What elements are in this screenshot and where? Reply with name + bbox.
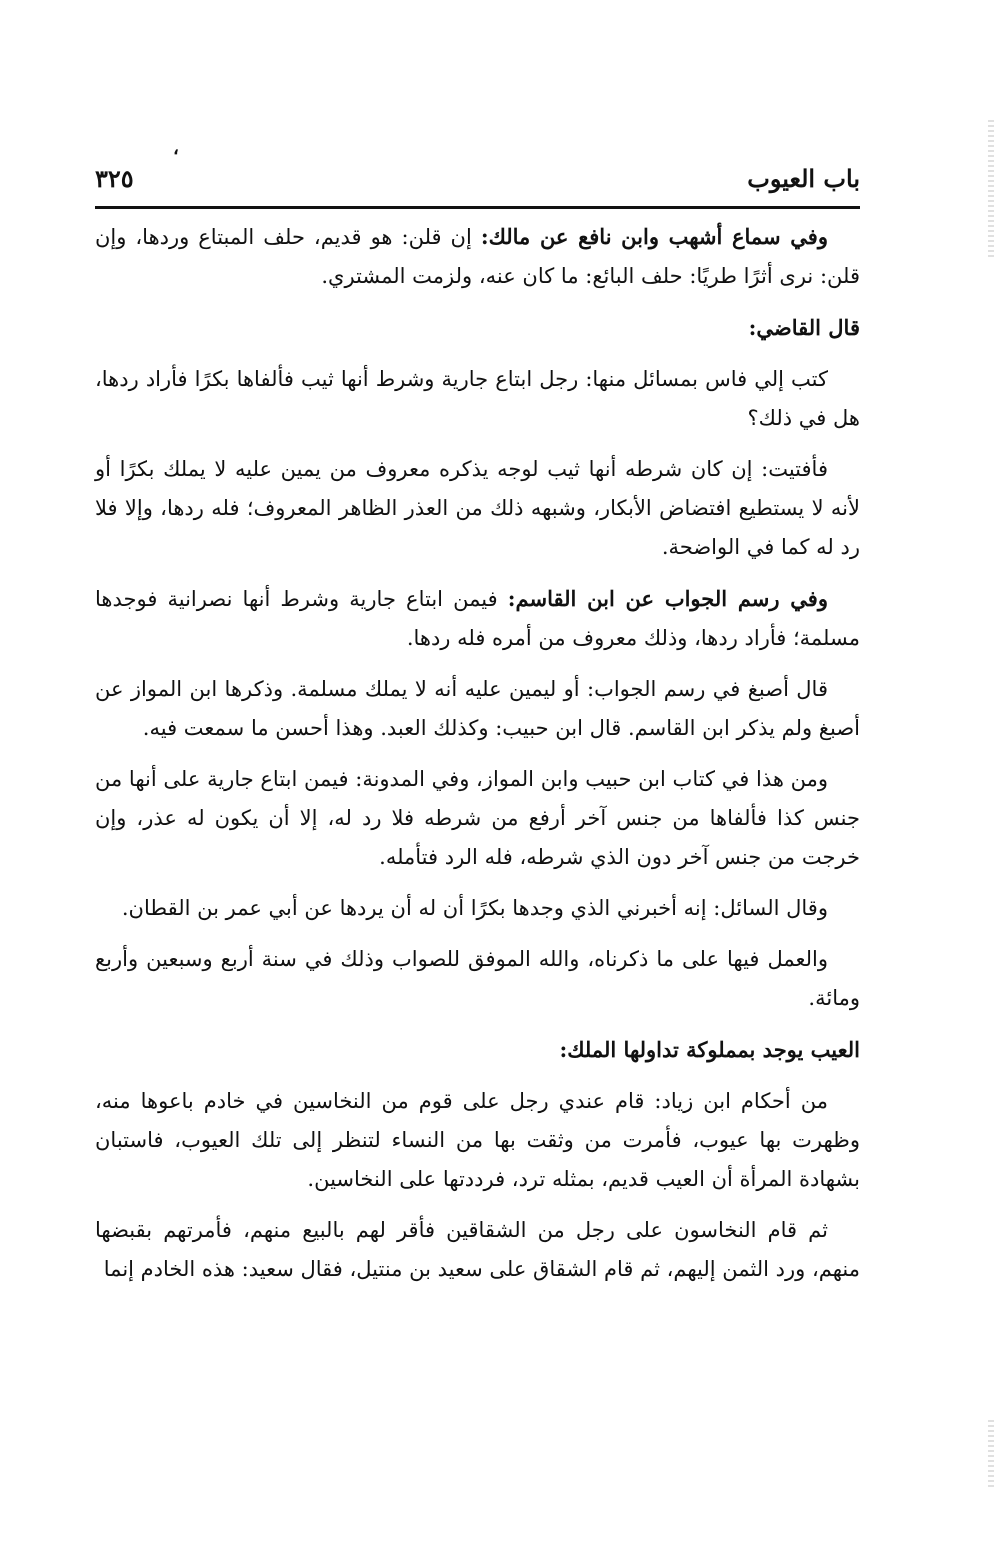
paragraph-lead: وفي رسم الجواب عن ابن القاسم:	[507, 586, 828, 611]
section-heading: قال القاضي:	[748, 315, 860, 340]
page-body	[95, 209, 860, 1289]
paragraph	[95, 760, 860, 877]
paragraph-text: كتب إلي فاس بمسائل منها: رجل ابتاع جارية وشرط أنها ثيب فألفاها بكرًا فأراد ردها، هل في ذلك؟	[95, 367, 860, 430]
running-header	[95, 138, 860, 209]
paragraph	[95, 579, 860, 658]
paragraph-text: ومن هذا في كتاب ابن حبيب وابن المواز، وفي المدونة: فيمن ابتاع جارية على أنها من جنس كذا فألفاها من جنس آخر أرفع من شرطه فلا رد له، إلا أن يكون له عذر، وإن خرجت من جنس آخر دون الذي شرطه، فله الرد فتأمله.	[95, 767, 860, 869]
paragraph	[95, 940, 860, 1018]
page-number: ٣٢٥	[95, 164, 134, 193]
paragraph-text: فيمن ابتاع جارية وشرط أنها نصرانية فوجدها مسلمة؛ فأراد ردها، وذلك معروف من أمره فله ردها.	[95, 587, 860, 650]
header-mark: ،	[173, 138, 179, 159]
scan-edge-mark-bottom	[988, 1420, 994, 1490]
paragraph-text: من أحكام ابن زياد: قام عندي رجل على قوم من النخاسين في خادم باعوها منه، وظهرت بها عيوب، فأمرت من وثقت بها من النساء لتنظر إلى تلك العيوب، فاستبان بشهادة المرأة أن العيب قديم، بمثله ترد، فرددتها على النخاسين.	[95, 1089, 860, 1191]
paragraph	[95, 450, 860, 567]
paragraph-text: والعمل فيها على ما ذكرناه، والله الموفق للصواب وذلك في سنة أربع وسبعين وأربع ومائة.	[95, 947, 860, 1010]
scan-edge-mark	[988, 120, 994, 260]
paragraph-text: إن قلن: هو قديم، حلف المبتاع وردها، وإن قلن: نرى أثرًا طريًا: حلف البائع: ما كان عنه، ولزمت المشتري.	[95, 225, 860, 288]
paragraph	[95, 1211, 860, 1289]
paragraph-text: قال أصبغ في رسم الجواب: أو ليمين عليه أنه لا يملك مسلمة. وذكرها ابن المواز عن أصبغ ولم يذكر ابن القاسم. قال ابن حبيب: وكذلك العبد. وهذا أحسن ما سمعت فيه.	[95, 677, 860, 740]
chapter-title: باب العيوب	[747, 164, 860, 193]
paragraph-text: فأفتيت: إن كان شرطه أنها ثيب لوجه يذكره معروف من يمين عليه لا يملك بكرًا أو لأنه لا يستطيع افتضاض الأبكار، وشبهه ذلك من العذر الظاهر المعروف؛ فله ردها، وإلا فلا رد له كما في الواضحة.	[95, 457, 860, 559]
paragraph-lead: وفي سماع أشهب وابن نافع عن مالك:	[480, 224, 828, 249]
book-page	[95, 138, 860, 1301]
paragraph-text: ثم قام النخاسون على رجل من الشقاقين فأقر لهم بالبيع منهم، فأمرتهم بقبضها منهم، ورد الثمن إليهم، ثم قام الشقاق على سعيد بن منتيل، فقال سعيد: هذه الخادم إنما	[95, 1218, 860, 1281]
paragraph	[95, 889, 860, 928]
paragraph	[95, 217, 860, 296]
section-heading: العيب يوجد بمملوكة تداولها الملك:	[559, 1037, 860, 1062]
paragraph	[95, 1082, 860, 1199]
paragraph-text: وقال السائل: إنه أخبرني الذي وجدها بكرًا أن له أن يردها عن أبي عمر بن القطان.	[121, 896, 828, 920]
paragraph	[95, 670, 860, 748]
paragraph	[95, 360, 860, 438]
